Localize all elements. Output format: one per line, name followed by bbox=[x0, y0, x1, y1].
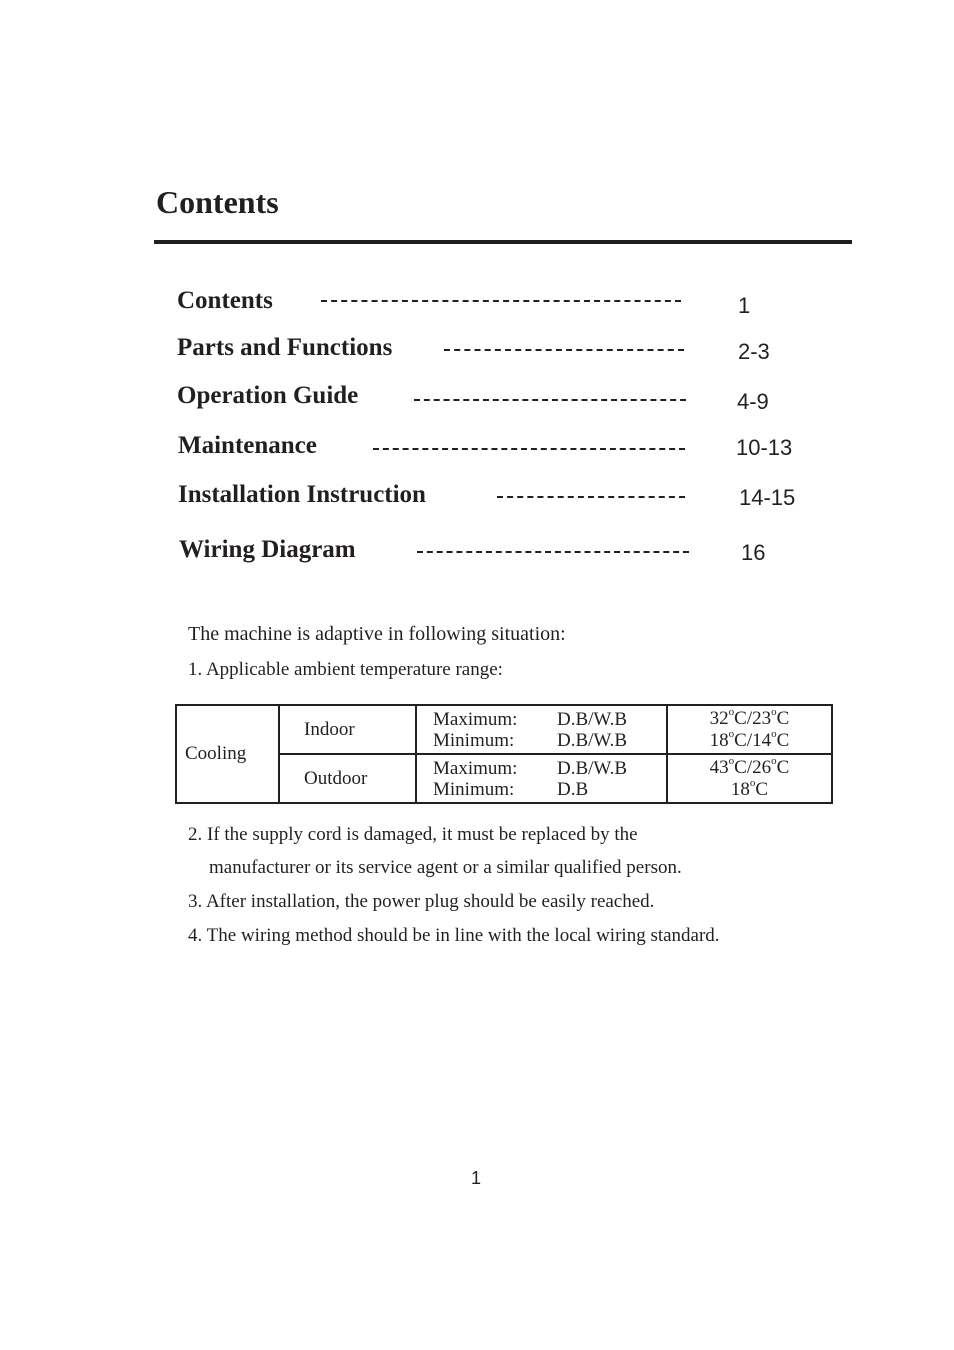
max-bulb: D.B/W.B bbox=[557, 708, 628, 730]
indoor-temps bbox=[667, 705, 832, 754]
note-item-2-continued: manufacturer or its service agent or a similar qualified person. bbox=[209, 857, 682, 878]
toc-page-number: 10-13 bbox=[736, 435, 793, 460]
toc-label: Installation Instruction bbox=[178, 481, 426, 508]
mode-cell: Cooling bbox=[176, 705, 279, 803]
outdoor-min-temp: 18$^o$C bbox=[730, 776, 769, 800]
toc-page-number: 14-15 bbox=[739, 485, 796, 510]
indoor-limits bbox=[416, 705, 667, 754]
min-label: Minimum: bbox=[433, 778, 515, 800]
outdoor-temps bbox=[667, 754, 832, 803]
note-item-2: 2. If the supply cord is damaged, it must be replaced by the bbox=[188, 824, 638, 845]
note-item-1: 1. Applicable ambient temperature range: bbox=[188, 659, 503, 680]
outdoor-limits bbox=[416, 754, 667, 803]
toc-label: Maintenance bbox=[178, 432, 317, 459]
toc-leader-dots bbox=[497, 496, 685, 498]
toc-page-number: 2-3 bbox=[738, 339, 770, 364]
indoor-min-temp: 18$^o$C/14$^o$C bbox=[709, 727, 790, 751]
toc-leader-dots bbox=[444, 349, 684, 351]
toc-leader-dots bbox=[321, 300, 681, 302]
toc-page-number: 1 bbox=[738, 293, 751, 318]
indoor-max-temp: 32$^o$C/23$^o$C bbox=[709, 705, 790, 729]
max-label: Maximum: bbox=[433, 708, 518, 730]
min-label: Minimum: bbox=[433, 729, 515, 751]
max-label: Maximum: bbox=[433, 757, 518, 779]
toc-leader-dots bbox=[414, 399, 686, 401]
min-bulb: D.B/W.B bbox=[557, 729, 628, 751]
table-row bbox=[176, 705, 832, 754]
min-bulb: D.B bbox=[557, 778, 589, 800]
toc-page-number: 4-9 bbox=[737, 389, 769, 414]
note-item-4: 4. The wiring method should be in line with the local wiring standard. bbox=[188, 925, 720, 946]
footer-page-number: 1 bbox=[471, 1168, 482, 1188]
note-item-3: 3. After installation, the power plug should be easily reached. bbox=[188, 891, 655, 912]
title-divider bbox=[154, 240, 852, 244]
toc-label: Wiring Diagram bbox=[179, 536, 356, 563]
max-bulb: D.B/W.B bbox=[557, 757, 628, 779]
toc-label: Parts and Functions bbox=[177, 334, 393, 361]
outdoor-max-temp: 43$^o$C/26$^o$C bbox=[709, 754, 790, 778]
toc-leader-dots bbox=[417, 551, 689, 553]
indoor-label: Indoor bbox=[279, 705, 416, 754]
toc-leader-dots bbox=[373, 448, 685, 450]
page-title: Contents bbox=[156, 184, 279, 220]
toc-page-number: 16 bbox=[741, 540, 766, 565]
toc-label: Contents bbox=[177, 287, 273, 314]
toc-label: Operation Guide bbox=[177, 382, 359, 409]
temperature-range-table bbox=[175, 704, 833, 804]
intro-text: The machine is adaptive in following situation: bbox=[188, 623, 566, 645]
outdoor-label: Outdoor bbox=[279, 754, 416, 803]
